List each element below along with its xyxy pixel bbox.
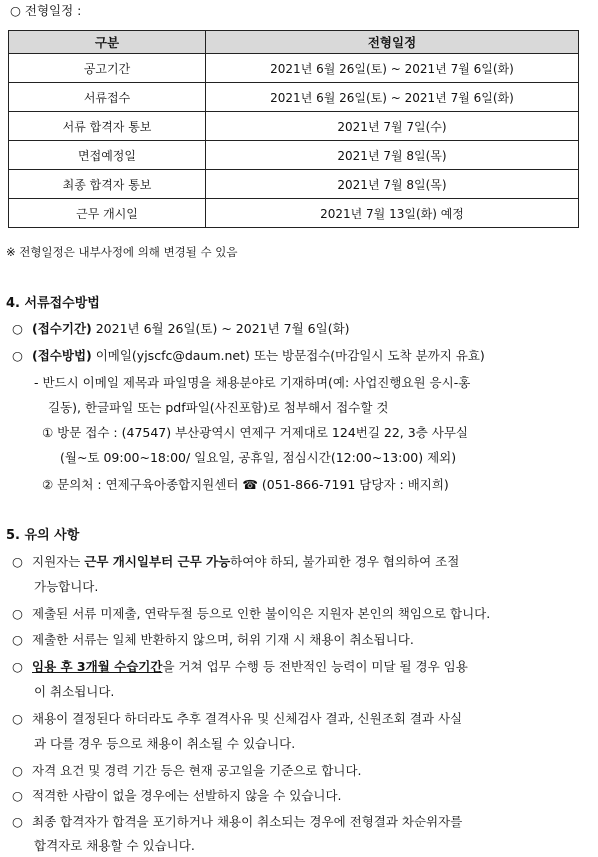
bullet-icon: ○ [12, 348, 23, 363]
notice-item-cont: 합격자로 채용할 수 있습니다. [34, 838, 195, 853]
item-text: 을 거쳐 업무 수행 등 전반적인 능력이 미달 될 경우 임용 [162, 659, 468, 674]
item-emphasis: 임용 후 3개월 수습기간 [32, 659, 163, 674]
item-text: 적격한 사람이 없을 경우에는 선발하지 않을 수 있습니다. [32, 788, 342, 803]
table-row [9, 54, 579, 83]
period-label: (접수기간) [32, 321, 92, 336]
item-text: 최종 합격자가 합격을 포기하거나 채용이 취소되는 경우에 전형결과 차순위자를 [32, 814, 463, 829]
table-row [9, 83, 579, 112]
period-line [12, 320, 350, 338]
notice-item-cont: 이 취소됩니다. [34, 684, 115, 699]
bullet-icon: ○ [12, 606, 23, 621]
notice-item [12, 605, 490, 623]
bullet-icon: ○ [12, 321, 23, 336]
row-date: 2021년 6월 26일(토) ~ 2021년 7월 6일(화) [206, 54, 579, 83]
notice-item [12, 787, 342, 805]
row-date: 2021년 7월 7일(수) [206, 112, 579, 141]
table-row [9, 199, 579, 228]
item-text: 제출한 서류는 일체 반환하지 않으며, 허위 기재 시 채용이 취소됩니다. [32, 632, 414, 647]
period-text: 2021년 6월 26일(토) ~ 2021년 7월 6일(화) [91, 321, 350, 336]
item-text: 채용이 결정된다 하더라도 추후 결격사유 및 신체검사 결과, 신원조회 결과 사실 [32, 711, 463, 726]
item-text: 지원자는 [32, 554, 85, 569]
header-category: 구분 [9, 31, 206, 54]
method-line [12, 347, 485, 365]
schedule-table [8, 30, 579, 228]
notice-item [12, 658, 468, 676]
bullet-icon: ○ [12, 632, 23, 647]
item-text: 자격 요건 및 경력 기간 등은 현재 공고일을 기준으로 합니다. [32, 763, 362, 778]
item-text: 하여야 하되, 불가피한 경우 협의하여 조절 [230, 554, 460, 569]
notice-item [12, 631, 414, 649]
table-header-row [9, 31, 579, 54]
row-date: 2021년 7월 8일(목) [206, 141, 579, 170]
bullet-icon: ○ [12, 659, 23, 674]
table-row [9, 112, 579, 141]
table-row [9, 141, 579, 170]
section5-title: 5. 유의 사항 [6, 528, 80, 543]
dash-line-1: - 반드시 이메일 제목과 파일명을 채용분야로 기재하며(예: 사업진행요원 응시-홍 [34, 375, 471, 390]
section4-title: 4. 서류접수방법 [6, 296, 100, 311]
notice-item-cont: 가능합니다. [34, 579, 99, 594]
visit-line-2: (월~토 09:00~18:00/ 일요일, 공휴일, 점심시간(12:00~13:00) 제외) [60, 450, 457, 465]
schedule-title: ○ 전형일정 : [10, 3, 82, 18]
row-label: 면접예정일 [9, 141, 206, 170]
row-label: 서류접수 [9, 83, 206, 112]
row-label: 서류 합격자 통보 [9, 112, 206, 141]
table-row [9, 170, 579, 199]
row-label: 최종 합격자 통보 [9, 170, 206, 199]
row-date: 2021년 7월 8일(목) [206, 170, 579, 199]
dash-line-2: 길동), 한글파일 또는 pdf파일(사진포함)로 첨부해서 접수할 것 [48, 400, 389, 415]
row-date: 2021년 7월 13일(화) 예정 [206, 199, 579, 228]
notice-item [12, 553, 459, 571]
item-text: 제출된 서류 미제출, 연락두절 등으로 인한 불이익은 지원자 본인의 책임으로 합니다. [32, 606, 491, 621]
notice-item [12, 813, 462, 831]
schedule-note: ※ 전형일정은 내부사정에 의해 변경될 수 있음 [6, 245, 238, 259]
header-schedule: 전형일정 [206, 31, 579, 54]
item-emphasis: 근무 개시일부터 근무 가능 [84, 554, 231, 569]
row-date: 2021년 6월 26일(토) ~ 2021년 7월 6일(화) [206, 83, 579, 112]
contact-line: ② 문의처 : 연제구육아종합지원센터 ☎ (051-866-7191 담당자 : 배지희) [42, 477, 449, 492]
bullet-icon: ○ [12, 814, 23, 829]
method-text: 이메일(yjscfc@daum.net) 또는 방문접수(마감일시 도착 분까지 유효) [91, 348, 485, 363]
notice-item-cont: 과 다를 경우 등으로 채용이 취소될 수 있습니다. [34, 736, 296, 751]
bullet-icon: ○ [12, 788, 23, 803]
row-label: 근무 개시일 [9, 199, 206, 228]
method-label: (접수방법) [32, 348, 92, 363]
notice-item [12, 762, 362, 780]
bullet-icon: ○ [12, 711, 23, 726]
visit-line-1: ① 방문 접수 : (47547) 부산광역시 연제구 거제대로 124번길 22, 3층 사무실 [42, 425, 468, 440]
row-label: 공고기간 [9, 54, 206, 83]
bullet-icon: ○ [12, 763, 23, 778]
notice-item [12, 710, 462, 728]
bullet-icon: ○ [12, 554, 23, 569]
